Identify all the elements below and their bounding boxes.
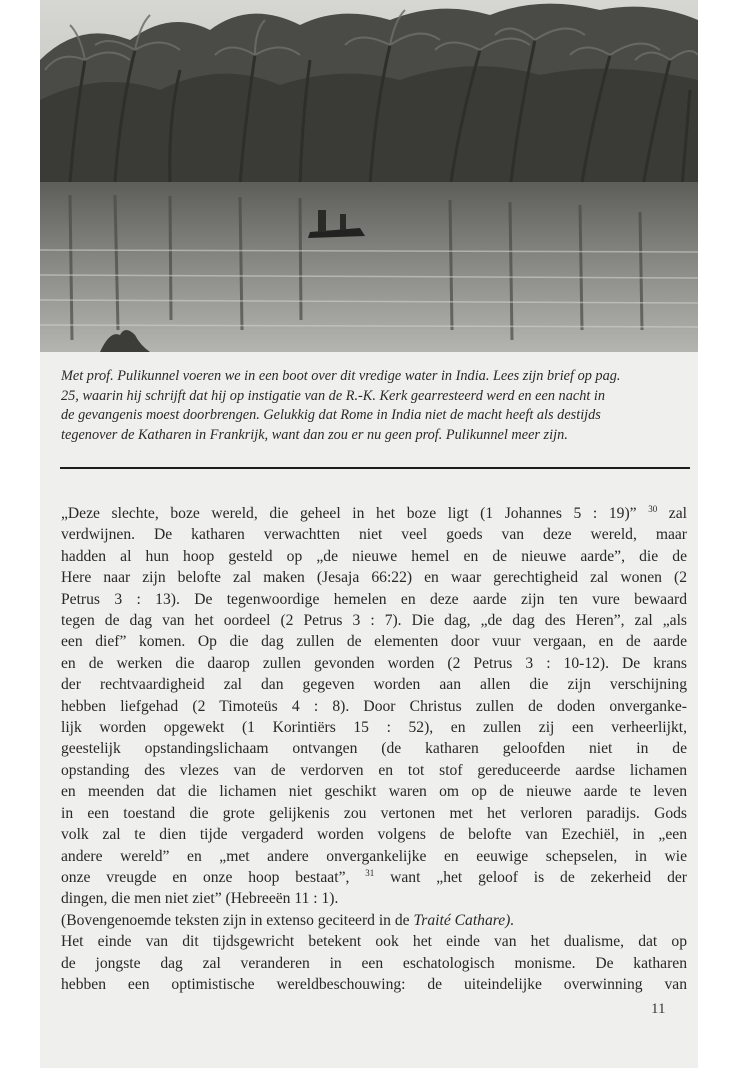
text-line: verdwijnen. De katharen verwachtten niet veel goeds van deze wereld, maar [61, 526, 687, 544]
page-number: 11 [651, 1001, 666, 1017]
text-line: dingen, die men niet ziet” (Hebreeën 11 : 1). [61, 890, 339, 908]
text-line: en de werken die daarop zullen gevonden worden (2 Petrus 3 : 10-12). De krans [61, 654, 687, 672]
text-line: volk zal te dien tijde vergaderd worden volgens de belofte van Ezechiël, in „een [61, 826, 687, 844]
text-line: onze vreugde en onze hoop bestaat”, $^{31}$ want „het geloof is de zekerheid der [61, 867, 687, 886]
book-page [40, 0, 698, 1068]
text-line: en meenden dat die lichamen niet geschikt waren om op de nieuwe aarde te leven [61, 783, 687, 801]
caption-line: de gevangenis moest doorbrengen. Gelukkig dat Rome in India niet de macht heeft als destijds [61, 407, 601, 424]
text-line: de jongste dag zal veranderen in een eschatologisch monisme. De katharen [61, 954, 687, 972]
text-line: Here naar zijn belofte zal maken (Jesaja 66:22) en waar gerechtigheid zal wonen (2 [61, 569, 687, 587]
text-line: hadden al hun hoop gesteld op „de nieuwe hemel en de nieuwe aarde”, die de [61, 547, 687, 565]
text-line: „Deze slechte, boze wereld, die geheel in het boze ligt (1 Johannes 5 : 19)” $^{30}$ zal [61, 504, 687, 522]
caption-line: tegenover de Katharen in Frankrijk, want dan zou er nu geen prof. Pulikunnel meer zijn. [61, 426, 568, 443]
text-line: een dief” komen. Op die dag zullen de elementen door vuur vergaan, en de aarde [61, 633, 687, 651]
caption-line: Met prof. Pulikunnel voeren we in een boot over dit vredige water in India. Lees zijn brief op pag. [61, 368, 621, 384]
palm-river-photo [40, 0, 698, 352]
text-line: hebben liefgehad (2 Timoteüs 4 : 8). Door Christus zullen de doden onverganke- [61, 697, 687, 715]
text-line: Het einde van dit tijdsgewricht betekent ook het einde van het dualisme, dat op [61, 933, 687, 951]
text-line: andere wereld” en „met andere onvergankelijke en eeuwige schepselen, in wie [61, 847, 687, 865]
body-text [61, 503, 687, 995]
text-line: lijk worden opgewekt (1 Korintiërs 15 : 52), en zullen zij een verheerlijkt, [61, 719, 687, 737]
text-line: hebben een optimistische wereldbeschouwing: de uiteindelijke overwinning van [61, 975, 687, 993]
text-line: tegen de dag van het oordeel (2 Petrus 3 : 7). Die dag, „de dag des Heren”, zal „als [61, 612, 687, 630]
text-line: in een toestand die grote gelijkenis zou vertonen met het verloren paradijs. Gods [61, 804, 687, 822]
text-line: Petrus 3 : 13). De tegenwoordige hemelen en deze aarde zijn ten vure bewaard [61, 590, 687, 608]
footnote-31: 31 [365, 867, 375, 878]
caption-divider [60, 467, 690, 469]
footnote-30: 30 [648, 504, 658, 514]
text-line: opstanding des vlezes van de verdorven en tot stof gereduceerde aardse lichamen [61, 761, 687, 779]
book-title: Traité Cathare). [413, 911, 515, 929]
text-line: (Bovengenoemde teksten zijn in extenso geciteerd in de Traité Cathare). [61, 911, 515, 929]
text-line: geestelijk opstandingslichaam ontvangen (de katharen geloofden niet in de [61, 740, 687, 758]
text-line: der rechtvaardigheid zal dan gegeven worden aan allen die zijn verschijning [61, 676, 687, 694]
caption-line: 25, waarin hij schrijft dat hij op instigatie van de R.-K. Kerk gearresteerd werd en een nacht in [61, 387, 606, 404]
photo-caption [61, 367, 689, 445]
